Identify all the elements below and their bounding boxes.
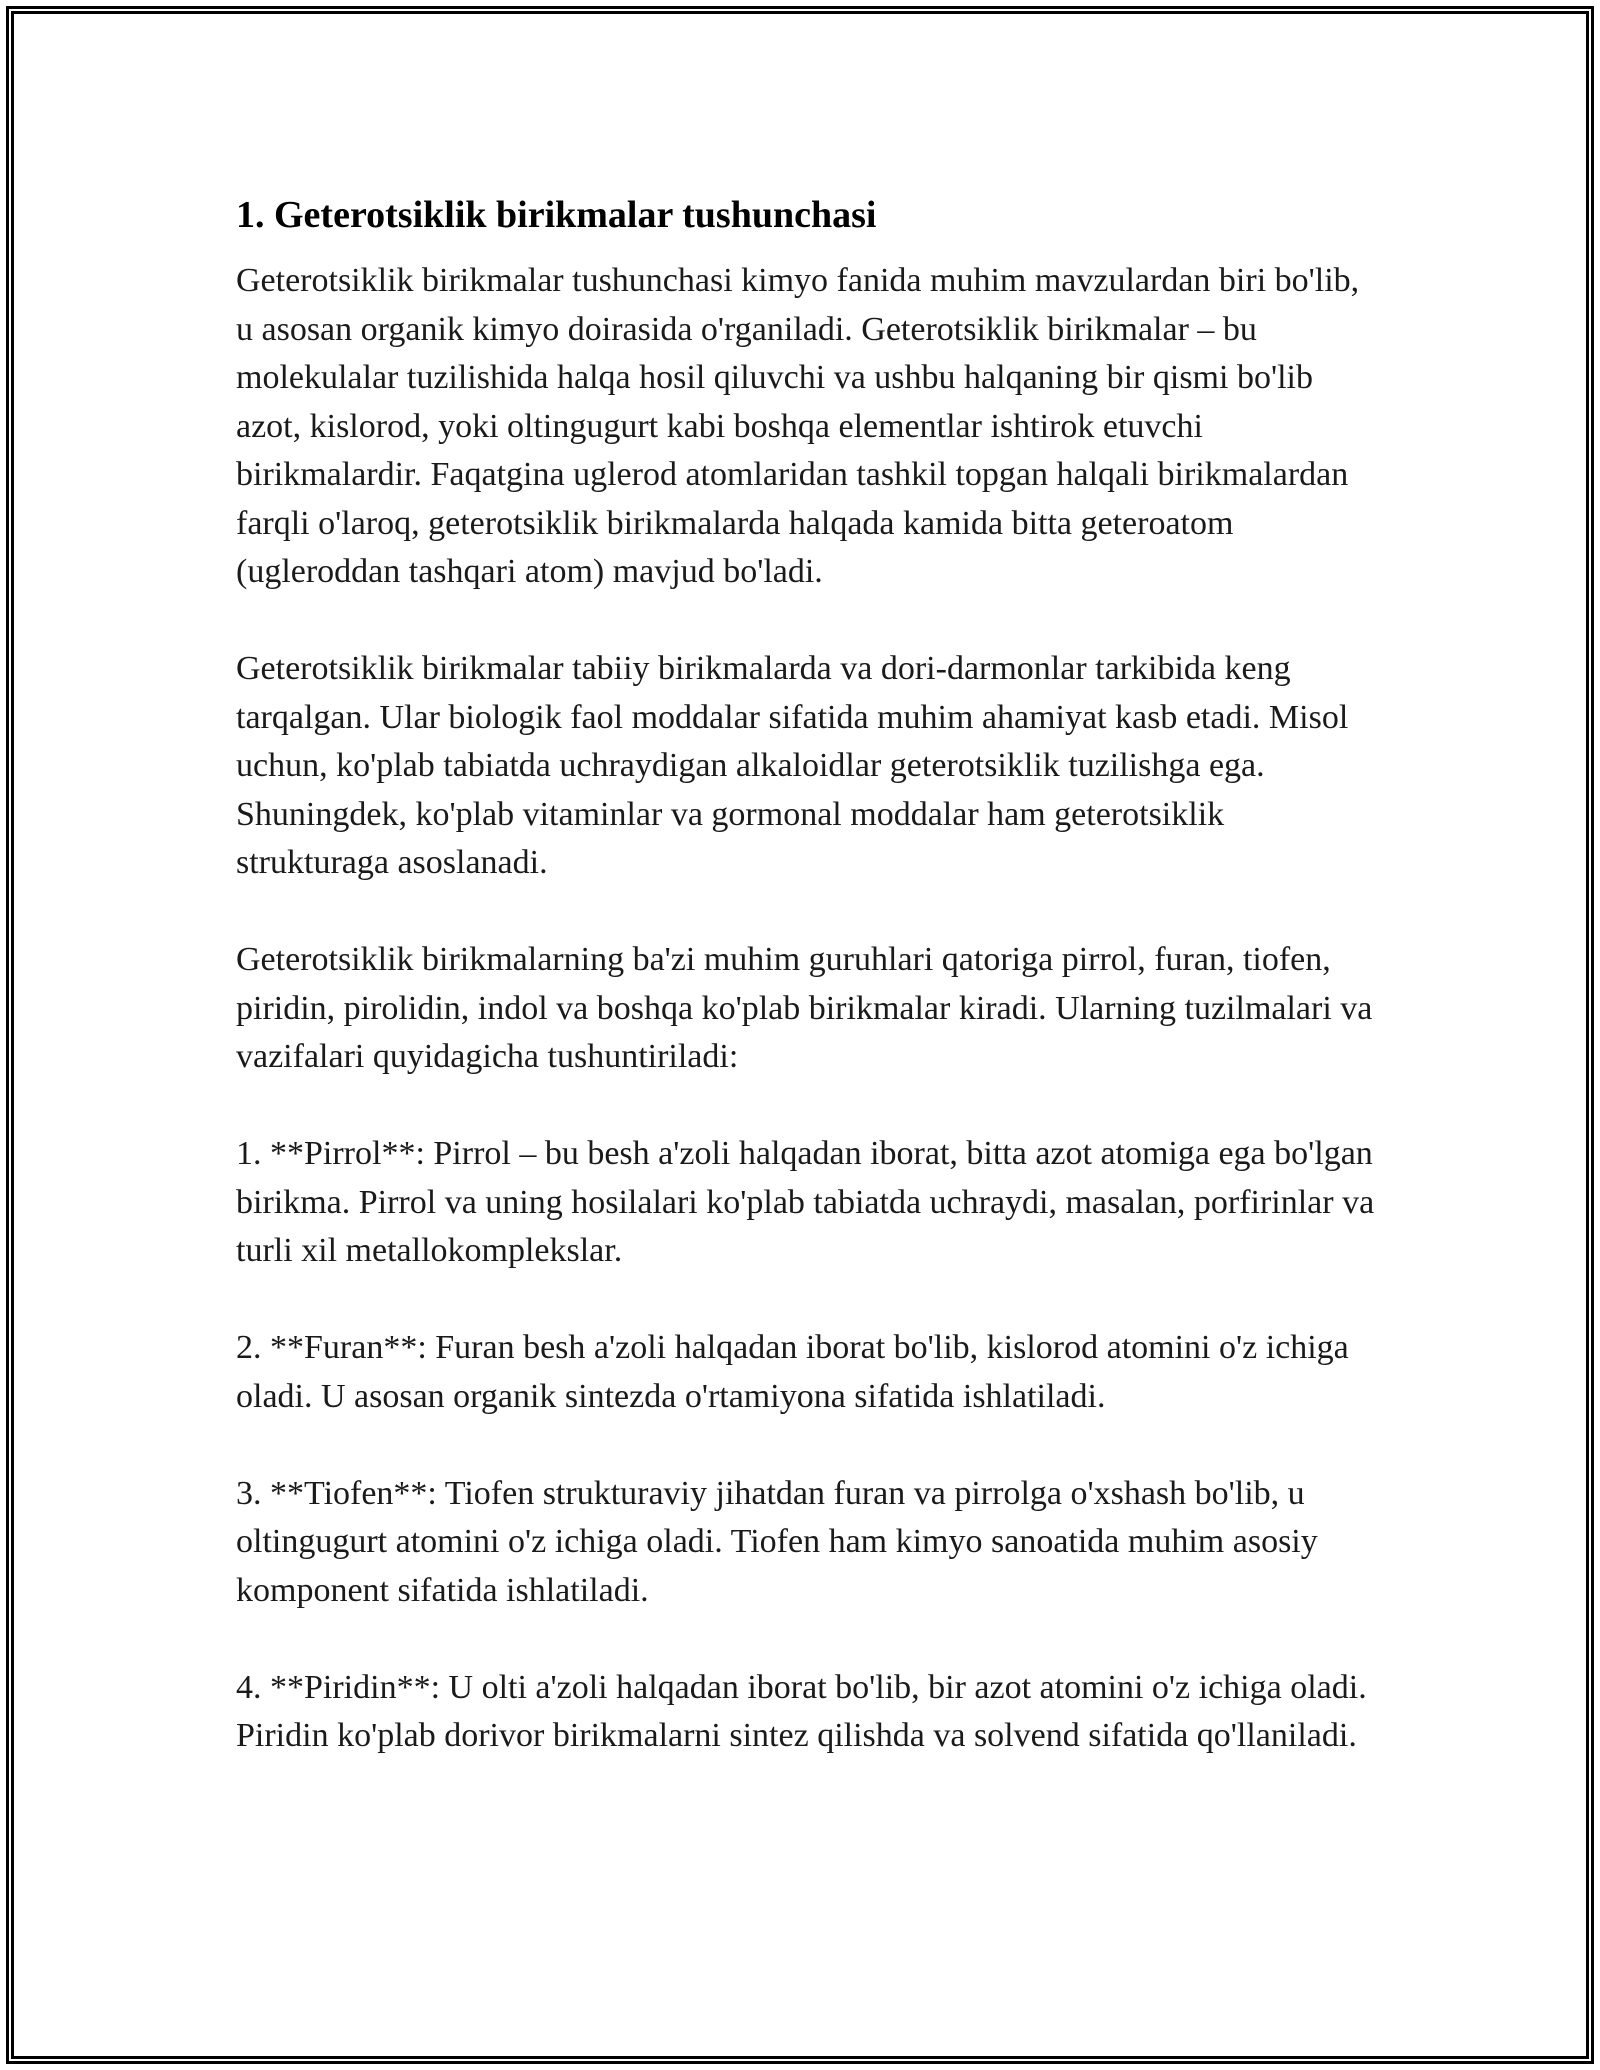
paragraph-groups: Geterotsiklik birikmalarning ba'zi muhim guruhlari qatoriga pirrol, furan, tiofen, piridin, pirolidin, indol va boshqa ko'plab birikmalar kiradi. Ularning tuzilmalari va vazifalari quyidagicha tushuntiriladi: — [236, 941, 1373, 1075]
list-item-piridin: 4. **Piridin**: U olti a'zoli halqadan iborat bo'lib, bir azot atomini o'z ichiga oladi. Piridin ko'plab dorivor birikmalarni sintez qilishda va solvend sifatida qo'llaniladi. — [236, 1668, 1367, 1754]
list-item-furan: 2. **Furan**: Furan besh a'zoli halqadan iborat bo'lib, kislorod atomini o'z ichiga oladi. U asosan organik sintezda o'rtamiyona sifatida ishlatiladi. — [236, 1329, 1349, 1415]
paragraph-natural-compounds: Geterotsiklik birikmalar tabiiy birikmalarda va dori-darmonlar tarkibida keng tarqalgan. Ular biologik faol moddalar sifatida muhim ahamiyat kasb etadi. Misol uchun, ko'plab tabiatda uchraydigan alkaloidlar geterotsiklik tuzilishga ega. Shuningdek, ko'plab vitaminlar va gormonal moddalar ham geterotsiklik strukturaga asoslanadi. — [236, 650, 1349, 881]
document-body — [236, 187, 1376, 1761]
list-item-tiofen: 3. **Tiofen**: Tiofen strukturaviy jihatdan furan va pirrolga o'xshash bo'lib, u oltingugurt atomini o'z ichiga oladi. Tiofen ham kimyo sanoatida muhim asosiy komponent sifatida ishlatiladi. — [236, 1474, 1318, 1609]
list-item-pirrol: 1. **Pirrol**: Pirrol – bu besh a'zoli halqadan iborat, bitta azot atomiga ega bo'lgan birikma. Pirrol va uning hosilalari ko'plab tabiatda uchraydi, masalan, porfirinlar va turli xil metallokomplekslar. — [236, 1135, 1375, 1269]
paragraph-intro: Geterotsiklik birikmalar tushunchasi kimyo fanida muhim mavzulardan biri bo'lib, u asosan organik kimyo doirasida o'rganiladi. Geterotsiklik birikmalar – bu molekulalar tuzilishida halqa hosil qiluvchi va ushbu halqaning bir qismi bo'lib azot, kislorod, yoki oltingugurt kabi boshqa elementlar ishtirok etuvchi birikmalardir. Faqatgina uglerod atomlaridan tashkil topgan halqali birikmalardan farqli o'laroq, geterotsiklik birikmalarda halqada kamida bitta geteroatom (ugleroddan tashqari atom) mavjud bo'ladi. — [236, 262, 1360, 590]
section-heading: 1. Geterotsiklik birikmalar tushunchasi — [236, 194, 877, 236]
